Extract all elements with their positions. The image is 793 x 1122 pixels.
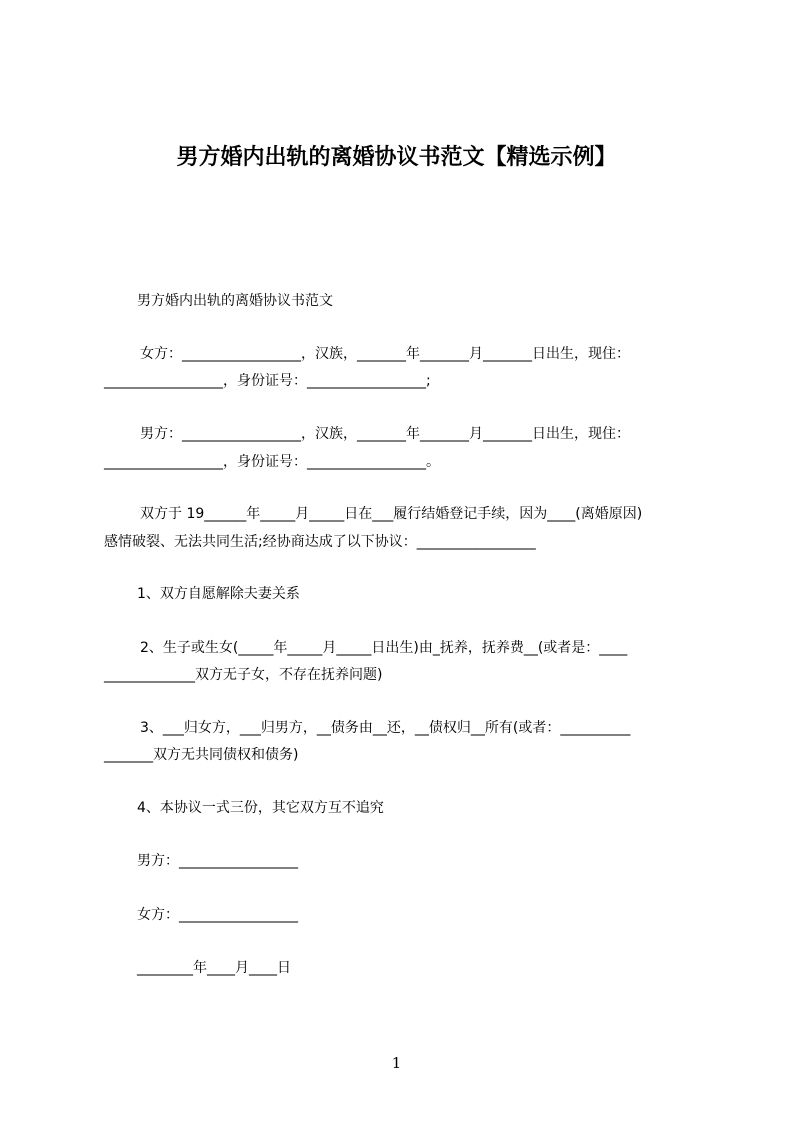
clause-4: 4、本协议一式三份，其它双方互不追究 xyxy=(137,800,384,816)
clause-1: 1、双方自愿解除夫妻关系 xyxy=(137,586,300,602)
signature-date: ________年____月____日 xyxy=(137,960,291,976)
female-info-line-2: _________________，身份证号：_________________; xyxy=(104,373,431,389)
male-info-line-1: 男方：_________________，汉族，_______年_______月_______日出生，现住： xyxy=(140,426,630,442)
clause-3-line-2: _______双方无共同债权和债务) xyxy=(104,747,299,763)
document-title: 男方婚内出轨的离婚协议书范文【精选示例】 xyxy=(176,145,617,170)
page-number: 1 xyxy=(391,1054,402,1072)
intro-line-2: 感情破裂、无法共同生活;经协商达成了以下协议：_________________ xyxy=(104,534,536,550)
female-info-line-1: 女方：_________________，汉族，_______年_______月_______日出生，现住： xyxy=(140,346,630,362)
signature-female: 女方：_________________ xyxy=(137,907,298,923)
signature-male: 男方：_________________ xyxy=(137,853,298,869)
clause-2-line-1: 2、生子或生女(_____年_____月_____日出生)由_抚养，抚养费__(或者是：____ xyxy=(140,640,628,656)
clause-3-line-1: 3、___归女方，___归男方，__债务由__还，__债权归__所有(或者：__________ xyxy=(140,720,631,736)
male-info-line-2: _________________，身份证号：_________________。 xyxy=(104,454,440,470)
document-subtitle: 男方婚内出轨的离婚协议书范文 xyxy=(137,293,333,309)
intro-line-1: 双方于 19______年_____月_____日在___履行结婚登记手续，因为____(离婚原因) xyxy=(140,506,643,522)
clause-2-line-2: _____________双方无子女，不存在抚养问题) xyxy=(104,667,383,683)
